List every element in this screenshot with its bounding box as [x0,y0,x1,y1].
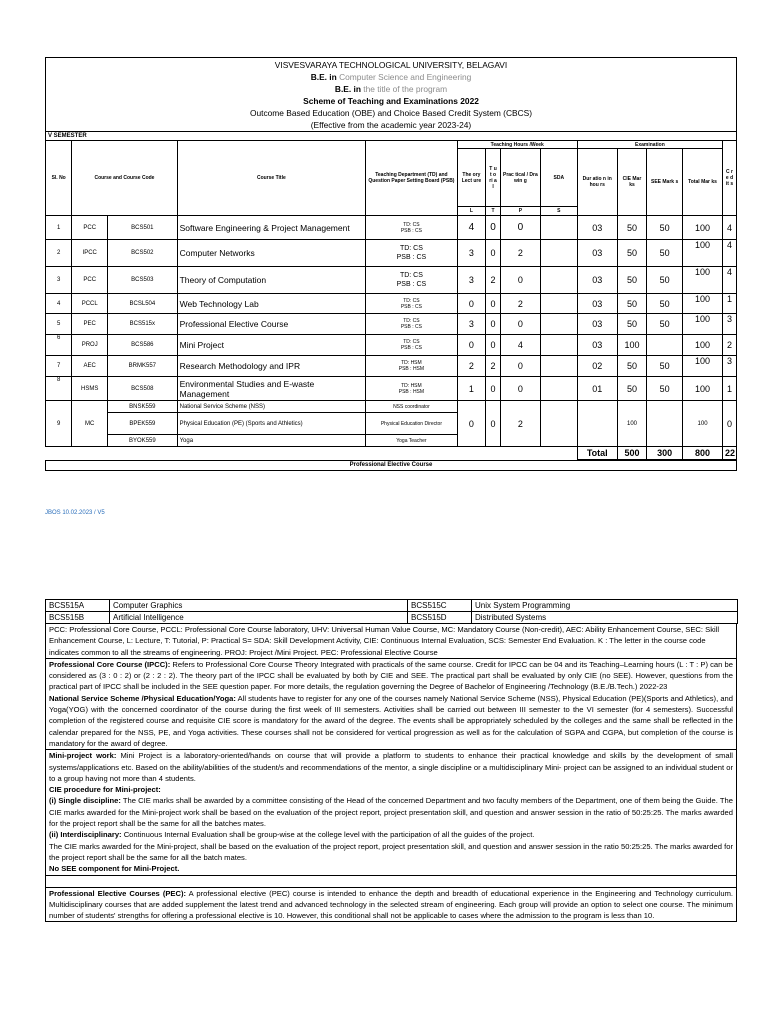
col-theory: The ory Lect ure [457,149,485,207]
totals-see: 300 [647,447,683,460]
effective-line: (Effective from the academic year 2023-24) [310,120,472,130]
col-sda: SDA [540,149,577,207]
mini-project-note: Mini-project work: Mini Project is a laboratory-oriented/hands on course that will provide a platform to students to enhance their practical knowledge and skills by the development of small systems/applications etc. Based on the ability/abilities of the student/s and recommendations of the mentor, a single discipline or a multidisciplinary Mini- project can be assigned to an individual student or to a group having not more than 4 students. CIE procedure for Mini-project: (i) Single discipline: The CIE marks shall be awarded by a committee consisting of the Head of the concerned Department and two faculty members of the Department, one of them being the Guide. The CIE marks awarded for the Mini-project work shall be based on the evaluation of the project report, project presentation skill, and question and answer session in the ratio of 50:25:25. The marks awarded for the project report shall be the same for all the batches mates. (ii) Interdisciplinary: Continuous Internal Evaluation shall be group-wise at the college level with the participation of all the guides of the project. The CIE marks awarded for the Mini-project, shall be based on the evaluation of the project report, project presentation skill, and question and answer session in the ratio 50:25:25. The marks awarded for the project report shall be the same for all the batch mates. No SEE component for Mini-Project. [45,750,737,875]
scheme-title: Scheme of Teaching and Examinations 2022 [303,96,479,106]
col-p: P [500,207,540,216]
table-row: 5 PEC BCS515x Professional Elective Course TD: CS PSB : CS 3 0 0 03 50 50 100 3 [46,314,737,335]
semester-label: V SEMESTER [46,132,737,141]
col-credits: C r e d it s [723,141,737,216]
table-row: 6 PROJ BCS586 Mini Project TD: CS PSB : CS 0 0 4 03 100 100 2 [46,335,737,356]
university-name: VISVESVARAYA TECHNOLOGICAL UNIVERSITY, BELAGAVI [274,60,508,70]
jbos-note: JBOS 10.02.2023 / V5 [45,510,105,516]
table-row: 4 PCCL BCSL504 Web Technology Lab TD: CS PSB : CS 0 0 2 03 50 50 100 1 [46,294,737,314]
pec-row: BCS515B Artificial Intelligence BCS515D Distributed Systems [46,612,738,624]
col-practical: Prac tical / Dra win g [500,149,540,207]
totals-total: 800 [683,447,723,460]
totals-credits: 22 [723,447,737,460]
col-total: Total Mar ks [683,149,723,216]
col-see: SEE Mark s [647,149,683,216]
document-header [45,57,737,131]
col-t: T [486,207,501,216]
table-row-mc: 9 MC BNSK559 National Service Scheme (NSS) NSS coordinator 0 0 2 100 100 0 [46,401,737,413]
ipcc-note: Professional Core Course (IPCC): Refers to Professional Core Course Theory Integrated with practicals of the same course. Credit for IPCC can be 04 and its Teaching–Learning hours (L : T : P) can be considered as (3 : 0 : 2) or (2 : 2 : 2). The theory part of the IPCC shall be evaluated by both by CIE and SEE. The practical part shall be evaluated by only CIE (no SEE). However, questions from the practical part of IPCC shall be included in the SEE question paper. For more details, the regulation governing the Degree of Bachelor of Engineering /Technology (B.E./B.Tech.) 2022-23 National Service Scheme /Physical Education/Yoga: All students have to register for any one of the courses namely National Service Scheme (NSS), Physical Education (PE)(Sports and Athletics), and Yoga(YOG) with the concerned coordinator of the course during the first week of III semesters. Activities shall be carried out between III semester to the VI semester (for 4 semesters). Successful completion of the registered course and requisite CIE score is mandatory for the award of the degree. The events shall be appropriately scheduled by the colleges and the same shall be reflected in the calendar prepared for the NSS, PE, and Yoga activities. These courses shall not be considered for vertical progression as well as for the calculation of SGPA and CGPA, but completion of the course is mandatory for the award of degree. [45,659,737,750]
col-cie: CIE Mar ks [617,149,646,216]
table-row: 8 HSMS BCS508 Environmental Studies and E-waste Management TD: HSM PSB : HSM 1 0 0 01 50 50 100 1 [46,377,737,401]
col-course-code: Course and Course Code [72,141,177,216]
pec-caption: Professional Elective Course [45,460,737,471]
totals-row [46,447,737,460]
abbreviations-note: PCC: Professional Core Course, PCCL: Professional Core Course laboratory, UHV: Universal Human Value Course, MC: Mandatory Course (Non-credit), AEC: Ability Enhancement Course, SEC: Skill Enhancement Course, L: Lecture, T: Tutorial, P: Practical S= SDA: Skill Development Activity, CIE: Continuous Internal Evaluation, SCS: Semester End Evaluation. K : The letter in the course code indicates common to all the streams of engineering. PROJ: Project /Mini Project. PEC: Professional Elective Course [45,624,737,659]
col-tutorial: T u t o ri a l [486,149,501,207]
col-teaching-dept: Teaching Department (TD) and Question Paper Setting Board (PSB) [366,141,458,216]
col-s: S [540,207,577,216]
totals-cie: 500 [617,447,646,460]
table-row: 1 PCC BCS501 Software Engineering & Project Management TD: CS PSB : CS 4 0 0 03 50 50 100 4 [46,216,737,240]
col-course-title: Course Title [177,141,366,216]
pec-row: BCS515A Computer Graphics BCS515C Unix System Programming [46,600,738,612]
table-row: 2 IPCC BCS502 Computer Networks TD: CS PSB : CS 3 0 2 03 50 50 100 4 [46,240,737,267]
pec-list-table [45,599,738,624]
col-sl: Sl. No [46,141,72,216]
table-row: 3 PCC BCS503 Theory of Computation TD: CS PSB : CS 3 2 0 03 50 50 100 4 [46,267,737,294]
program-line: B.E. in the title of the program [334,84,448,94]
scheme-sheet [45,57,737,471]
degree-line: B.E. in Computer Science and Engineering [310,72,472,82]
notes-section [45,599,737,922]
obe-line: Outcome Based Education (OBE) and Choice Based Credit System (CBCS) [249,108,533,118]
col-examination: Examination [577,141,722,149]
col-duration: Dur atio n in hou rs [577,149,617,216]
totals-label: Total [577,447,617,460]
table-row: 7 AEC BRMK557 Research Methodology and IPR TD: HSM PSB : HSM 2 2 0 02 50 50 100 3 [46,356,737,377]
scheme-table: V SEMESTER Sl. No Course and Course Code Course Title Teaching Department (TD) and Question Paper Setting Board (PSB) Teaching Hours /Week Examination C r e d it s The ory Lect ure T u t o ri a l Prac tical / Dra win g SDA Dur atio n in hou rs CIE Mar ks SEE Mark s Total Mar ks L T P S 1 PCC BCS501 Software Engineering & Project Management TD: CS PSB : CS 4 0 0 03 50 50 100 4 2 IPCC BCS502 Computer Networks TD: CS PSB : CS 3 0 2 03 50 50 100 4 3 PCC BCS503 Theory of Computation TD: CS PSB : CS 3 2 0 03 50 50 100 4 4 PCCL BCSL504 Web Technology Lab TD: CS PSB : CS 0 0 2 03 50 50 100 1 5 PEC BCS515x Professional Elective Course TD: CS PSB : CS 3 0 0 03 50 50 100 3 6 PROJ BCS586 Mini Project TD: CS PSB : CS 0 0 4 03 100 100 2 7 AEC BRMK557 Research Methodology and IPR TD: HSM PSB : HSM 2 2 0 02 50 50 100 3 8 HSMS BCS508 Environmental Studies and E-waste Management TD: HSM PSB : HSM 1 0 0 01 50 50 100 1 9 MC BNSK559 National Service Scheme (NSS) NSS coordinator 0 0 2 100 100 0 BPEK559 Physical Education (PE) (Sports and Athletics) Physical Education Director BYOK559 Yoga Yoga Teacher Total 500 300 800 22 [45,131,737,460]
pec-note: Professional Elective Courses (PEC): A professional elective (PEC) course is intended to enhance the depth and breadth of educational experience in the Engineering and Technology curriculum. Multidisciplinary courses that are added supplement the latest trend and advanced technology in the selected stream of engineering. Each group will provide an option to select one course. The minimum number of students' strengths for offering a professional elective is 10. However, this conditional shall not be applicable to cases where the admission to the program is less than 10. [45,888,737,923]
col-l: L [457,207,485,216]
col-teaching-hours: Teaching Hours /Week [457,141,577,149]
